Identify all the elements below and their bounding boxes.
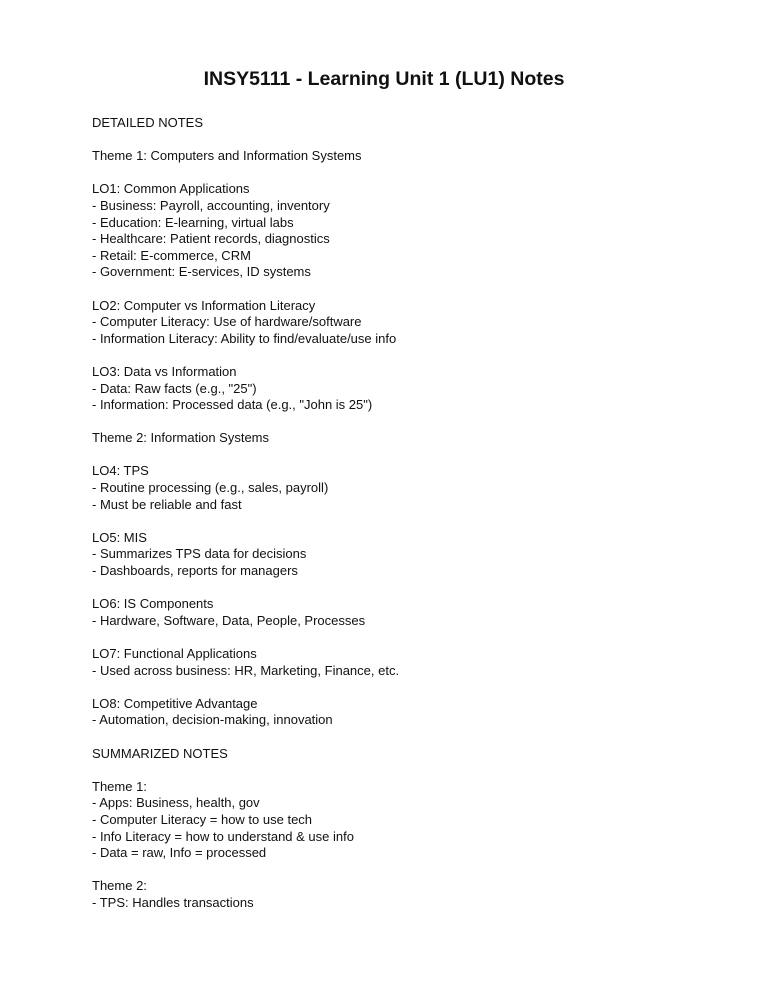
paragraph-text-line: - Computer Literacy = how to use tech (92, 811, 313, 827)
paragraph-heading-line: LO7: Functional Applications (92, 646, 257, 661)
paragraph-spacer (92, 679, 712, 696)
document-body (92, 115, 712, 912)
paragraph (92, 596, 712, 629)
paragraph (92, 115, 712, 132)
paragraph-text-line: - Education: E-learning, virtual labs (92, 214, 294, 230)
paragraph-text-line: - Information Literacy: Ability to find/evaluate/use info (92, 330, 397, 346)
document-title: INSY5111 - Learning Unit 1 (LU1) Notes (203, 68, 565, 90)
paragraph (92, 148, 712, 165)
paragraph-text-line: - Healthcare: Patient records, diagnostics (92, 231, 330, 247)
paragraph-spacer (92, 580, 712, 597)
paragraph-spacer (92, 281, 712, 298)
paragraph-heading-line: LO1: Common Applications (92, 181, 250, 197)
paragraph-text-line: - Routine processing (e.g., sales, payroll) (92, 480, 329, 496)
paragraph-heading-line: SUMMARIZED NOTES (92, 745, 228, 761)
paragraph-text-line: - Must be reliable and fast (92, 496, 242, 512)
paragraph (92, 696, 712, 729)
paragraph-text-line: - Used across business: HR, Marketing, Finance, etc. (92, 662, 400, 678)
paragraph-heading-line: LO5: MIS (92, 529, 147, 545)
paragraph-heading-line: LO4: TPS (92, 463, 149, 479)
paragraph (92, 364, 712, 414)
paragraph (92, 779, 712, 862)
paragraph-spacer (92, 862, 712, 879)
paragraph-text-line: - TPS: Handles transactions (92, 894, 254, 910)
paragraph (92, 430, 712, 447)
paragraph-heading-line: Theme 2: (92, 878, 147, 894)
paragraph-spacer (92, 414, 712, 431)
paragraph-spacer (92, 629, 712, 646)
paragraph (92, 463, 712, 513)
paragraph (92, 746, 712, 763)
paragraph-heading-line: DETAILED NOTES (92, 115, 204, 130)
paragraph-heading-line: Theme 1: (92, 778, 147, 794)
paragraph-text-line: - Dashboards, reports for managers (92, 563, 298, 579)
paragraph-heading-line: Theme 2: Information Systems (92, 430, 270, 446)
paragraph-text-line: - Info Literacy = how to understand & use info (92, 828, 354, 844)
paragraph-text-line: - Information: Processed data (e.g., "John is 25") (92, 397, 373, 413)
paragraph (92, 181, 712, 281)
paragraph-spacer (92, 729, 712, 746)
paragraph (92, 646, 712, 679)
paragraph-spacer (92, 132, 712, 149)
paragraph-text-line: - Government: E-services, ID systems (92, 264, 311, 280)
paragraph (92, 878, 712, 911)
paragraph-spacer (92, 347, 712, 364)
paragraph-text-line: - Summarizes TPS data for decisions (92, 546, 307, 562)
paragraph-spacer (92, 762, 712, 779)
paragraph-text-line: - Apps: Business, health, gov (92, 795, 260, 811)
paragraph (92, 298, 712, 348)
paragraph-spacer (92, 513, 712, 530)
paragraph-heading-line: LO8: Competitive Advantage (92, 695, 258, 711)
paragraph-text-line: - Hardware, Software, Data, People, Processes (92, 612, 366, 628)
paragraph-text-line: - Retail: E-commerce, CRM (92, 247, 251, 263)
paragraph (92, 530, 712, 580)
paragraph-text-line: - Data: Raw facts (e.g., "25") (92, 380, 257, 396)
paragraph-heading-line: Theme 1: Computers and Information Systems (92, 148, 362, 164)
paragraph-spacer (92, 447, 712, 464)
paragraph-heading-line: LO3: Data vs Information (92, 363, 237, 379)
paragraph-text-line: - Data = raw, Info = processed (92, 845, 267, 861)
paragraph-heading-line: LO2: Computer vs Information Literacy (92, 297, 316, 313)
paragraph-text-line: - Automation, decision-making, innovation (92, 712, 333, 728)
paragraph-heading-line: LO6: IS Components (92, 596, 214, 612)
paragraph-text-line: - Business: Payroll, accounting, inventory (92, 197, 330, 213)
paragraph-spacer (92, 165, 712, 182)
paragraph-text-line: - Computer Literacy: Use of hardware/software (92, 314, 362, 330)
